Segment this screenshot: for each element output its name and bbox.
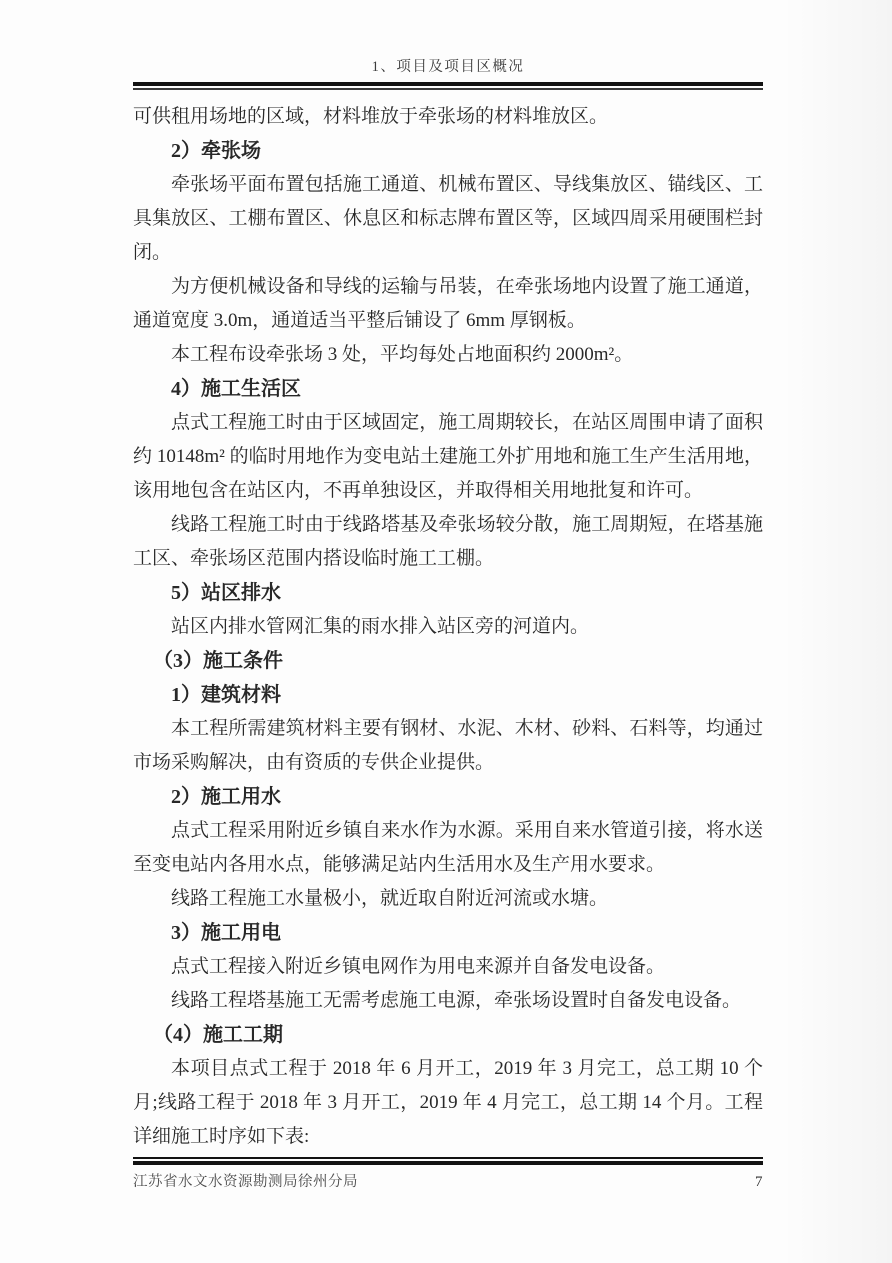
section-heading: （3）施工条件 [153, 650, 283, 672]
body-paragraph: 线路工程施工水量极小，就近取自附近河流或水塘。 [171, 888, 609, 909]
section-heading: （4）施工工期 [153, 1024, 283, 1046]
body-paragraph: 点式工程施工时由于区域固定，施工周期较长，在站区周围申请了面积约 10148m² 的临时用地作为变电站土建施工外扩用地和施工生产生活用地，该用地包含在站区内，不再单独设区，并取得相关用地批复和许可。 [133, 412, 763, 501]
body-paragraph: 可供租用场地的区域，材料堆放于牵张场的材料堆放区。 [133, 106, 609, 127]
footer-organization: 江苏省水文水资源勘测局徐州分局 [133, 1174, 358, 1190]
page-footer [133, 1157, 763, 1191]
footer-rule-thick-line [133, 1161, 763, 1165]
body-paragraph: 牵张场平面布置包括施工通道、机械布置区、导线集放区、锚线区、工具集放区、工棚布置区、休息区和标志牌布置区等，区域四周采用硬围栏封闭。 [133, 174, 763, 263]
body-paragraph: 本工程布设牵张场 3 处，平均每处占地面积约 2000m²。 [171, 344, 634, 365]
footer-row [133, 1170, 763, 1191]
body-paragraph: 本工程所需建筑材料主要有钢材、水泥、木材、砂料、石料等，均通过市场采购解决，由有资质的专供企业提供。 [133, 718, 763, 773]
body-paragraph: 本项目点式工程于 2018 年 6 月开工，2019 年 3 月完工，总工期 10 个月;线路工程于 2018 年 3 月开工，2019 年 4 月完工，总工期 14 个月。工程详细施工时序如下表: [133, 1058, 763, 1147]
body-paragraph: 线路工程施工时由于线路塔基及牵张场较分散，施工周期短，在塔基施工区、牵张场区范围内搭设临时施工工棚。 [133, 514, 763, 569]
body-paragraph: 站区内排水管网汇集的雨水排入站区旁的河道内。 [171, 616, 590, 637]
running-header-title: 1、项目及项目区概况 [371, 59, 525, 75]
section-heading: 3）施工用电 [171, 922, 281, 944]
page-header [133, 56, 763, 90]
document-body [133, 92, 763, 1154]
body-paragraph: 点式工程接入附近乡镇电网作为用电来源并自备发电设备。 [171, 956, 666, 977]
body-paragraph: 线路工程塔基施工无需考虑施工电源，牵张场设置时自备发电设备。 [171, 990, 742, 1011]
header-rule-thin-line [133, 88, 763, 91]
header-rule [133, 82, 763, 90]
scan-edge-shade [782, 0, 892, 1263]
section-heading: 2）牵张场 [171, 140, 261, 162]
section-heading: 5）站区排水 [171, 582, 281, 604]
section-heading: 2）施工用水 [171, 786, 281, 808]
footer-rule [133, 1157, 763, 1165]
footer-page-number: 7 [755, 1174, 763, 1190]
section-heading: 4）施工生活区 [171, 378, 301, 400]
body-paragraph: 点式工程采用附近乡镇自来水作为水源。采用自来水管道引接，将水送至变电站内各用水点，能够满足站内生活用水及生产用水要求。 [133, 820, 763, 875]
body-paragraph: 为方便机械设备和导线的运输与吊装，在牵张场地内设置了施工通道，通道宽度 3.0m，通道适当平整后铺设了 6mm 厚钢板。 [133, 276, 763, 331]
section-heading: 1）建筑材料 [171, 684, 281, 706]
